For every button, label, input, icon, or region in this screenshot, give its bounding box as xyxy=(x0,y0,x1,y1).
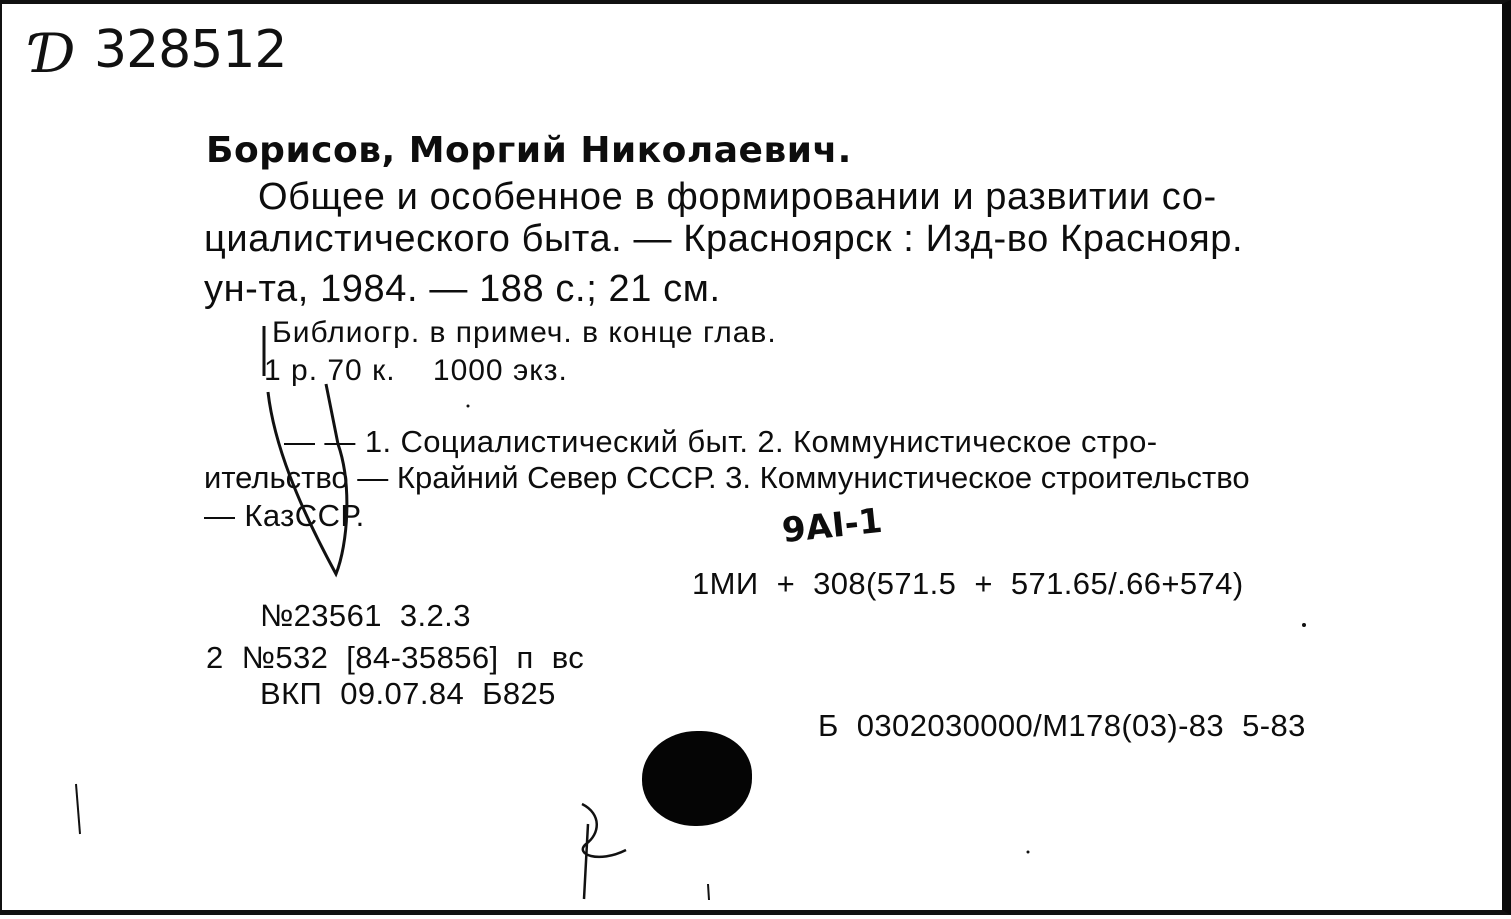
ink-blot xyxy=(642,731,752,826)
note-bibliography: Библиогр. в примеч. в конце глав. xyxy=(272,316,777,349)
reg-line-3: ВКП 09.07.84 Б825 xyxy=(260,676,556,711)
ink-speck xyxy=(467,405,470,408)
handwritten-inventory-number: 328512 xyxy=(94,20,287,80)
subject-line-3: — КазССР. xyxy=(204,498,365,533)
handwritten-mark: 9АІ-1 xyxy=(780,500,885,552)
reg-line-1: №23561 3.2.3 xyxy=(260,598,471,633)
title-line-2: циалистического быта. — Красноярск : Изд-во Краснояр. xyxy=(204,218,1244,260)
handwritten-initial xyxy=(582,804,626,899)
classification-index: 1МИ + 308(571.5 + 571.65/.66+574) xyxy=(692,566,1244,601)
author-heading: Борисов, Моргий Николаевич. xyxy=(206,130,852,171)
subject-line-1: — — 1. Социалистический быт. 2. Коммунистическое стро- xyxy=(284,424,1158,459)
title-line-1: Общее и особенное в формировании и развитии со- xyxy=(258,176,1217,218)
handwritten-prefix: Ɗ xyxy=(32,22,75,85)
ink-speck xyxy=(1027,851,1030,854)
reg-line-2: 2 №532 [84-35856] п вс xyxy=(206,640,585,675)
pen-dot-bottom xyxy=(708,884,709,900)
pen-tick-left xyxy=(76,784,80,834)
price-code: Б 0302030000/М178(03)-83 5-83 xyxy=(818,708,1306,743)
subject-line-2: ительство — Крайний Север СССР. 3. Коммунистическое строительство xyxy=(204,460,1250,495)
note-price-copies: 1 р. 70 к. 1000 экз. xyxy=(264,354,568,387)
title-line-3: ун-та, 1984. — 188 с.; 21 см. xyxy=(204,268,721,310)
ink-speck xyxy=(1302,623,1306,627)
